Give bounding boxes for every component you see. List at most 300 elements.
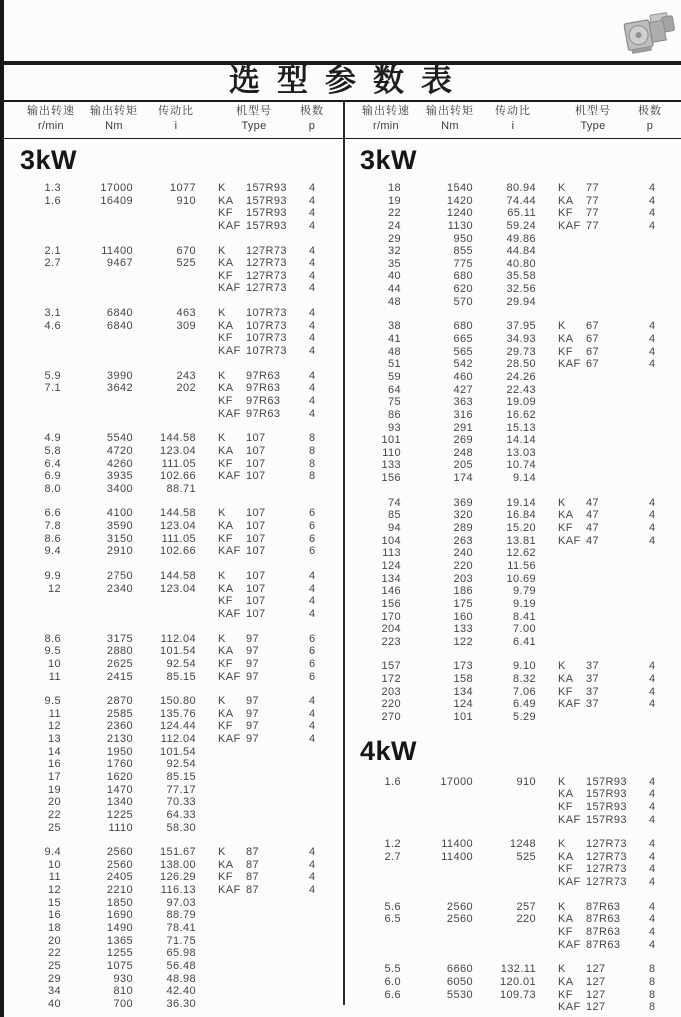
ratio-cell: 9.14 — [512, 472, 536, 485]
poles-cell: 4 — [649, 207, 656, 220]
poles-cell — [306, 771, 342, 784]
speed-cell: 11 — [48, 707, 61, 720]
torque-cell: 680 — [453, 320, 473, 333]
table-row — [346, 573, 681, 586]
speed-cell: 8.6 — [44, 632, 61, 645]
speed-cell: 6.6 — [44, 507, 61, 520]
table-row — [6, 270, 343, 283]
ratio-cell: 15.20 — [506, 522, 536, 535]
ratio-cell — [133, 345, 196, 358]
type-model-cell — [246, 822, 306, 835]
section-heading-3kw-right: 3kW — [360, 145, 418, 175]
speed-cell: 44 — [387, 283, 401, 296]
torque-cell: 2360 — [106, 720, 133, 733]
table-row — [6, 758, 343, 771]
torque-cell — [401, 939, 473, 952]
torque-cell: 160 — [453, 610, 473, 623]
poles-cell: 4 — [649, 685, 656, 698]
speed-cell: 19 — [47, 783, 61, 796]
type-model-cell: 127R73 — [246, 257, 287, 270]
table-row — [346, 346, 681, 359]
torque-cell: 3935 — [106, 470, 133, 483]
type-prefix-cell: K — [558, 660, 566, 673]
table-row — [346, 876, 681, 889]
type-model-cell: 67 — [586, 333, 600, 346]
ratio-cell: 64.33 — [166, 808, 196, 821]
left-row-groups — [6, 182, 343, 1011]
ratio-cell: 80.94 — [506, 182, 536, 194]
torque-cell: 1240 — [446, 207, 473, 220]
column-header-type: 机型号 Type — [575, 105, 611, 132]
type-model-cell: 107 — [246, 595, 266, 608]
table-header-left — [6, 103, 343, 137]
ratio-cell: 7.06 — [512, 685, 536, 698]
speed-cell: 13 — [47, 733, 61, 746]
poles-cell: 4 — [309, 307, 316, 320]
poles-cell: 6 — [309, 507, 316, 520]
poles-cell: 8 — [309, 470, 316, 483]
type-prefix-cell: KAF — [218, 345, 241, 358]
poles-cell: 4 — [649, 345, 656, 358]
type-model-cell: 107R73 — [246, 319, 287, 332]
poles-cell: 4 — [309, 871, 316, 884]
table-body — [6, 145, 681, 1017]
ratio-cell: 71.75 — [166, 934, 196, 947]
speed-cell — [6, 395, 61, 408]
poles-cell: 8 — [649, 975, 656, 988]
type-prefix-cell: KA — [558, 333, 574, 346]
ratio-cell: 1077 — [169, 182, 196, 194]
torque-cell: 16409 — [100, 194, 133, 207]
poles-cell — [646, 711, 681, 724]
type-prefix-cell: KA — [218, 257, 234, 270]
poles-cell — [646, 447, 681, 460]
type-model-cell: 97 — [246, 707, 260, 720]
ratio-cell — [133, 282, 196, 295]
row-group — [6, 182, 343, 233]
poles-cell: 4 — [649, 660, 656, 673]
poles-cell: 4 — [309, 884, 316, 897]
table-row — [6, 809, 343, 822]
row-group — [6, 432, 343, 495]
ratio-cell: 220 — [516, 913, 536, 926]
speed-cell: 5.5 — [384, 963, 401, 976]
speed-cell — [6, 595, 61, 608]
poles-cell — [306, 922, 342, 935]
poles-cell: 4 — [649, 775, 656, 788]
type-model-cell: 107R73 — [246, 332, 287, 345]
speed-cell: 1.6 — [384, 775, 401, 788]
torque-cell: 810 — [113, 985, 133, 998]
type-prefix-cell: KA — [558, 673, 574, 686]
ratio-cell: 120.01 — [499, 975, 536, 988]
torque-cell: 17000 — [100, 182, 133, 194]
type-prefix-cell — [196, 822, 246, 835]
poles-cell: 4 — [309, 595, 316, 608]
speed-cell: 9.9 — [44, 570, 61, 583]
row-group — [6, 507, 343, 558]
torque-cell: 3175 — [106, 632, 133, 645]
speed-cell: 5.8 — [44, 444, 61, 457]
table-row — [6, 370, 343, 383]
type-model-cell — [246, 973, 306, 986]
type-model-cell — [586, 422, 646, 435]
poles-cell: 4 — [649, 182, 656, 194]
speed-cell: 5.9 — [44, 369, 61, 382]
speed-cell: 25 — [47, 959, 61, 972]
table-row — [6, 257, 343, 270]
ratio-cell: 37.95 — [506, 320, 536, 333]
column-header-torque: 输出转矩 Nm — [90, 105, 138, 132]
speed-cell: 156 — [381, 472, 401, 485]
torque-cell: 2560 — [106, 846, 133, 859]
type-model-cell — [586, 447, 646, 460]
ratio-cell: 9.79 — [512, 585, 536, 598]
torque-cell: 3400 — [106, 482, 133, 495]
type-model-cell — [586, 233, 646, 246]
ratio-cell: 144.58 — [159, 507, 196, 520]
ratio-cell — [133, 220, 196, 233]
speed-cell: 223 — [381, 635, 401, 648]
section-heading-3kw-left: 3kW — [20, 145, 78, 175]
speed-cell: 18 — [47, 922, 61, 935]
type-model-cell: 107 — [246, 532, 266, 545]
right-row-groups-4kw — [346, 776, 681, 1014]
table-row — [346, 636, 681, 649]
speed-cell: 6.6 — [384, 988, 401, 1001]
ratio-cell: 8.41 — [512, 610, 536, 623]
speed-cell: 133 — [381, 459, 401, 472]
torque-cell — [401, 876, 473, 889]
poles-cell: 4 — [309, 369, 316, 382]
type-model-cell: 87R63 — [586, 938, 621, 951]
speed-cell: 32 — [387, 245, 401, 258]
torque-cell: 6660 — [446, 963, 473, 976]
torque-cell: 460 — [453, 370, 473, 383]
poles-cell — [306, 973, 342, 986]
ratio-cell: 112.04 — [160, 733, 196, 746]
ratio-cell: 7.00 — [512, 623, 536, 636]
row-group — [6, 370, 343, 421]
speed-cell: 15 — [47, 896, 61, 909]
table-row — [346, 801, 681, 814]
torque-cell: 269 — [453, 434, 473, 447]
ratio-cell: 144.58 — [159, 570, 196, 583]
speed-cell: 86 — [387, 408, 401, 421]
torque-cell: 1540 — [446, 182, 473, 194]
torque-cell: 203 — [453, 572, 473, 585]
table-row — [6, 633, 343, 646]
poles-cell — [646, 233, 681, 246]
ratio-cell: 910 — [176, 194, 196, 207]
type-model-cell: 97 — [246, 695, 260, 708]
poles-cell: 4 — [309, 257, 316, 270]
ratio-cell: 109.73 — [499, 988, 536, 1001]
torque-cell: 2560 — [106, 858, 133, 871]
poles-cell: 4 — [649, 838, 656, 851]
poles-cell: 4 — [309, 332, 316, 345]
ratio-cell: 13.03 — [506, 446, 536, 459]
table-row — [346, 447, 681, 460]
type-prefix-cell — [536, 384, 586, 397]
ratio-cell: 10.74 — [506, 459, 536, 472]
row-group — [6, 245, 343, 296]
speed-cell: 4.6 — [44, 319, 61, 332]
torque-cell: 620 — [453, 283, 473, 296]
poles-cell: 8 — [309, 444, 316, 457]
table-row — [346, 270, 681, 283]
poles-cell — [646, 434, 681, 447]
table-row — [346, 686, 681, 699]
poles-cell: 8 — [649, 1001, 656, 1014]
type-prefix-cell: KAF — [218, 282, 241, 295]
type-model-cell — [586, 409, 646, 422]
ratio-cell: 123.04 — [159, 582, 196, 595]
speed-cell: 85 — [387, 509, 401, 522]
torque-cell: 3590 — [106, 520, 133, 533]
ratio-cell: 124.44 — [159, 720, 196, 733]
poles-cell — [306, 935, 342, 948]
poles-cell: 4 — [649, 496, 656, 509]
row-group — [346, 838, 681, 889]
type-model-cell: 157R93 — [586, 800, 627, 813]
poles-cell — [646, 611, 681, 624]
table-row — [346, 509, 681, 522]
poles-cell: 4 — [649, 219, 656, 232]
torque-cell: 3990 — [106, 369, 133, 382]
ratio-cell: 49.86 — [506, 232, 536, 245]
ratio-cell: 6.49 — [512, 698, 536, 711]
type-model-cell — [246, 922, 306, 935]
type-prefix-cell — [536, 585, 586, 598]
torque-cell: 1950 — [106, 745, 133, 758]
poles-cell: 4 — [649, 788, 656, 801]
type-prefix-cell: K — [218, 695, 226, 708]
ratio-cell: 85.15 — [166, 770, 196, 783]
table-row — [6, 320, 343, 333]
table-row — [346, 358, 681, 371]
speed-cell: 7.1 — [44, 382, 61, 395]
speed-cell — [346, 939, 401, 952]
ratio-cell — [133, 332, 196, 345]
type-model-cell: 107 — [246, 457, 266, 470]
type-prefix-cell: KA — [558, 788, 574, 801]
torque-cell: 570 — [453, 295, 473, 308]
ratio-cell — [133, 608, 196, 621]
table-row — [6, 985, 343, 998]
column-header-speed: 输出转速 r/min — [27, 105, 75, 132]
torque-cell: 2210 — [106, 884, 133, 897]
ratio-cell: 6.41 — [512, 635, 536, 648]
type-prefix-cell — [536, 547, 586, 560]
table-row — [346, 660, 681, 673]
table-row — [346, 233, 681, 246]
speed-cell: 34 — [47, 985, 61, 998]
speed-cell — [6, 345, 61, 358]
poles-cell: 6 — [309, 520, 316, 533]
poles-cell: 4 — [309, 607, 316, 620]
column-header-poles: 极数 p — [300, 105, 324, 132]
poles-cell: 6 — [309, 645, 316, 658]
ratio-cell: 29.94 — [506, 295, 536, 308]
ratio-cell: 92.54 — [166, 758, 196, 771]
ratio-cell: 19.14 — [506, 496, 536, 509]
torque-cell: 316 — [453, 408, 473, 421]
type-model-cell: 77 — [586, 219, 600, 232]
type-model-cell: 97 — [246, 720, 260, 733]
speed-cell — [346, 926, 401, 939]
torque-cell: 1620 — [106, 770, 133, 783]
poles-cell — [306, 796, 342, 809]
type-model-cell — [246, 746, 306, 759]
type-model-cell: 127 — [586, 963, 606, 976]
poles-cell: 4 — [309, 269, 316, 282]
poles-cell: 4 — [649, 509, 656, 522]
poles-cell — [646, 598, 681, 611]
table-row — [346, 611, 681, 624]
type-prefix-cell — [196, 985, 246, 998]
speed-cell — [6, 282, 61, 295]
type-model-cell — [586, 611, 646, 624]
ratio-cell: 144.58 — [159, 432, 196, 445]
type-model-cell: 87R63 — [586, 913, 621, 926]
speed-cell: 29 — [387, 232, 401, 245]
torque-cell: 1470 — [106, 783, 133, 796]
torque-cell: 11400 — [441, 850, 473, 863]
type-model-cell — [586, 384, 646, 397]
ratio-cell: 670 — [176, 244, 196, 257]
type-prefix-cell — [196, 758, 246, 771]
type-model-cell: 127R73 — [246, 269, 287, 282]
ratio-cell: 15.13 — [506, 421, 536, 434]
type-prefix-cell: KF — [218, 871, 233, 884]
table-row — [346, 776, 681, 789]
poles-cell: 4 — [309, 282, 316, 295]
poles-cell — [306, 947, 342, 960]
torque-cell: 248 — [453, 446, 473, 459]
table-header-right — [346, 103, 681, 137]
type-model-cell: 157R93 — [586, 775, 627, 788]
type-prefix-cell — [536, 245, 586, 258]
row-group — [6, 695, 343, 834]
type-prefix-cell: KA — [218, 707, 234, 720]
type-model-cell — [586, 472, 646, 485]
type-model-cell — [586, 636, 646, 649]
table-row — [346, 207, 681, 220]
torque-cell — [401, 863, 473, 876]
column-header-poles: 极数 p — [638, 105, 662, 132]
ratio-cell: 14.14 — [506, 434, 536, 447]
ratio-cell: 9.10 — [512, 660, 536, 673]
type-prefix-cell: KA — [218, 319, 234, 332]
speed-cell: 10 — [47, 858, 61, 871]
poles-cell: 8 — [649, 963, 656, 976]
table-row — [346, 283, 681, 296]
poles-cell: 4 — [649, 522, 656, 535]
ratio-cell: 1248 — [509, 838, 536, 851]
ratio-cell — [133, 395, 196, 408]
ratio-cell — [473, 926, 536, 939]
row-group — [6, 633, 343, 684]
ratio-cell — [133, 595, 196, 608]
speed-cell: 134 — [381, 572, 401, 585]
type-model-cell: 127R73 — [586, 850, 627, 863]
ratio-cell — [473, 939, 536, 952]
type-model-cell — [586, 396, 646, 409]
type-prefix-cell: KA — [218, 645, 234, 658]
poles-cell: 4 — [309, 707, 316, 720]
type-prefix-cell: KA — [218, 444, 234, 457]
type-model-cell: 107 — [246, 570, 266, 583]
table-row — [346, 863, 681, 876]
torque-cell: 6840 — [106, 307, 133, 320]
speed-cell: 113 — [382, 547, 401, 560]
speed-cell: 20 — [47, 796, 61, 809]
table-row — [346, 560, 681, 573]
table-row — [346, 711, 681, 724]
poles-cell: 4 — [309, 207, 316, 220]
table-row — [346, 522, 681, 535]
speed-cell: 12 — [47, 582, 61, 595]
ratio-cell: 257 — [516, 900, 536, 913]
type-prefix-cell: KA — [218, 520, 234, 533]
type-prefix-cell: KF — [558, 988, 573, 1001]
type-prefix-cell — [196, 771, 246, 784]
poles-cell: 4 — [309, 394, 316, 407]
speed-cell: 156 — [381, 597, 401, 610]
section-heading-4kw: 4kW — [360, 735, 418, 766]
type-model-cell: 67 — [586, 320, 600, 333]
page-edge-shadow — [0, 0, 4, 1017]
table-row — [6, 445, 343, 458]
ratio-cell: 36.30 — [166, 997, 196, 1010]
type-prefix-cell: KAF — [218, 884, 241, 897]
speed-cell: 204 — [381, 623, 401, 636]
torque-cell: 930 — [113, 972, 133, 985]
table-row — [346, 788, 681, 801]
type-prefix-cell: K — [558, 838, 566, 851]
type-prefix-cell: KF — [218, 207, 233, 220]
torque-cell: 320 — [453, 509, 473, 522]
poles-cell: 4 — [649, 673, 656, 686]
type-prefix-cell: K — [218, 570, 226, 583]
torque-cell: 855 — [453, 245, 473, 258]
poles-cell: 4 — [649, 813, 656, 826]
table-row — [6, 408, 343, 421]
type-model-cell: 107 — [246, 470, 266, 483]
ratio-cell: 112.04 — [160, 632, 196, 645]
table-row — [346, 258, 681, 271]
ratio-cell: 35.58 — [506, 270, 536, 283]
poles-cell — [646, 245, 681, 258]
torque-cell: 565 — [453, 345, 473, 358]
poles-cell — [306, 746, 342, 759]
poles-cell: 4 — [309, 219, 316, 232]
ratio-cell: 34.93 — [506, 333, 536, 346]
type-model-cell: 97 — [246, 657, 260, 670]
type-prefix-cell — [536, 258, 586, 271]
type-prefix-cell: K — [218, 307, 226, 320]
type-prefix-cell: KAF — [218, 733, 241, 746]
speed-cell: 146 — [381, 585, 401, 598]
type-model-cell: 97 — [246, 645, 260, 658]
table-row — [346, 963, 681, 976]
table-row — [6, 746, 343, 759]
table-row — [6, 395, 343, 408]
type-model-cell: 127 — [586, 975, 606, 988]
ratio-cell: 16.84 — [506, 509, 536, 522]
torque-cell: 6050 — [446, 975, 473, 988]
